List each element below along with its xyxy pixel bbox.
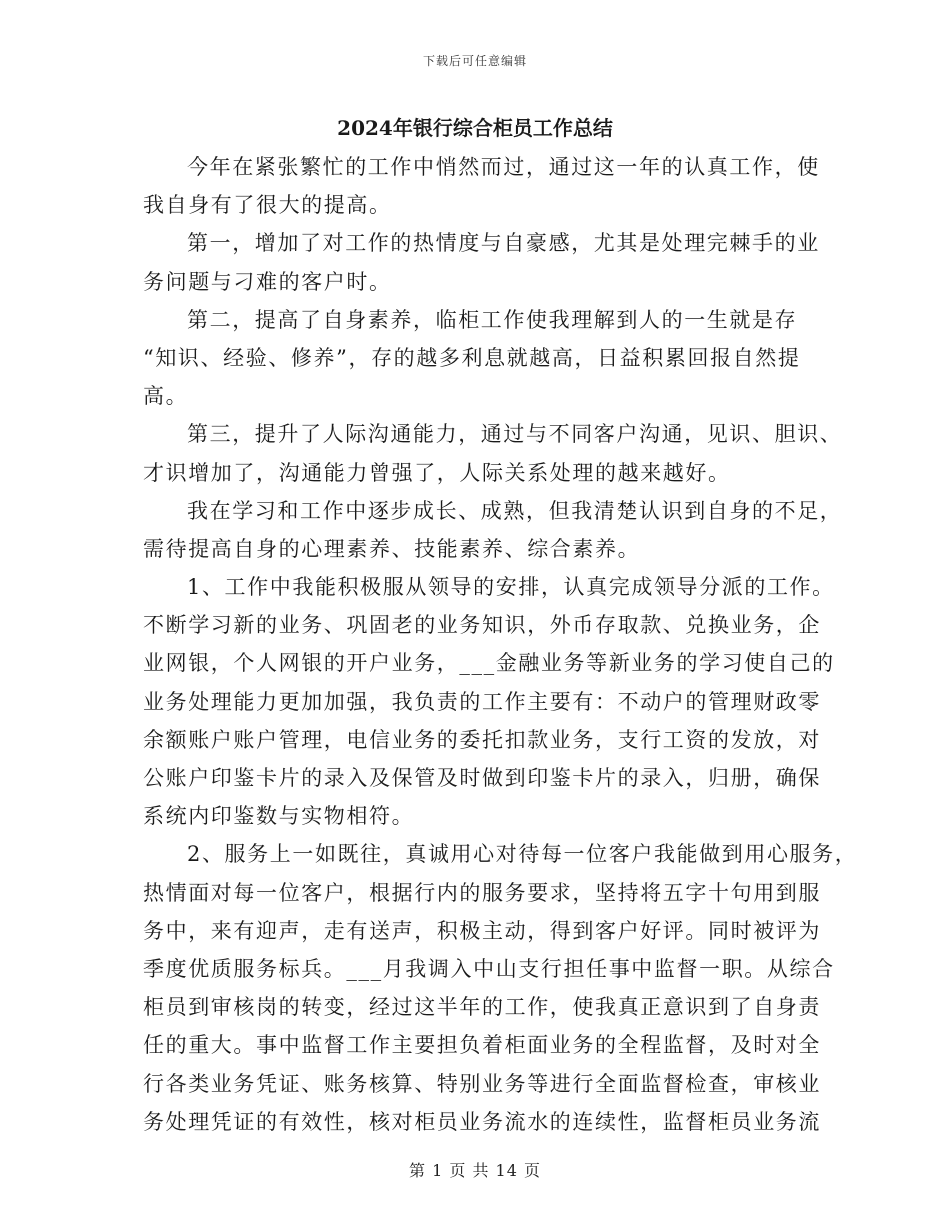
body-line: 柜员到审核岗的转变，经过这半年的工作，使我真正意识到了自身责 bbox=[143, 995, 821, 1020]
body-line: 需待提高自身的心理素养、技能素养、综合素养。 bbox=[143, 536, 641, 561]
body-line: 公账户印鉴卡片的录入及保管及时做到印鉴卡片的录入，归册，确保 bbox=[143, 766, 821, 790]
body-line: 我在学习和工作中逐步成长、成熟，但我清楚认识到自身的不足， bbox=[187, 498, 843, 523]
body-line: 1、工作中我能积极服从领导的安排，认真完成领导分派的工作。 bbox=[187, 575, 835, 600]
page-header-note: 下载后可任意编辑 bbox=[422, 54, 527, 68]
body-line: 余额账户账户管理，电信业务的委托扣款业务，支行工资的发放，对 bbox=[143, 727, 821, 752]
body-line: 才识增加了，沟通能力曾强了，人际关系处理的越来越好。 bbox=[143, 460, 731, 485]
body-line: 业网银，个人网银的开户业务，___金融业务等新业务的学习使自己的 bbox=[143, 651, 835, 676]
document-body bbox=[143, 148, 858, 1141]
body-line: 任的重大。事中监督工作主要担负着柜面业务的全程监督，及时对全 bbox=[143, 1033, 821, 1058]
body-line: 第一，增加了对工作的热情度与自豪感，尤其是处理完棘手的业 bbox=[187, 231, 820, 256]
body-line: 系统内印鉴数与实物相符。 bbox=[143, 804, 415, 829]
body-line: 第二，提高了自身素养，临柜工作使我理解到人的一生就是存 bbox=[187, 307, 798, 332]
body-line: 务问题与刁难的客户时。 bbox=[143, 269, 392, 294]
body-line: 今年在紧张繁忙的工作中悄然而过，通过这一年的认真工作，使 bbox=[187, 155, 820, 179]
body-line: 行各类业务凭证、账务核算、特别业务等进行全面监督检查，审核业 bbox=[143, 1071, 821, 1096]
body-line: “知识、经验、修养”，存的越多利息就越高，日益积累回报自然提 bbox=[143, 345, 801, 370]
body-line: 务中，来有迎声，走有送声，积极主动，得到客户好评。同时被评为 bbox=[143, 918, 821, 943]
body-line: 第三，提升了人际沟通能力，通过与不同客户沟通，见识、胆识、 bbox=[187, 422, 843, 447]
body-line: 务处理凭证的有效性，核对柜员业务流水的连续性，监督柜员业务流 bbox=[143, 1109, 821, 1134]
body-line: 2、服务上一如既往，真诚用心对待每一位客户我能做到用心服务， bbox=[187, 842, 858, 867]
body-line: 我自身有了很大的提高。 bbox=[143, 193, 392, 218]
body-line: 季度优质服务标兵。___月我调入中山支行担任事中监督一职。从综合 bbox=[143, 956, 835, 981]
body-line: 高。 bbox=[143, 384, 189, 409]
document-title: 2024年银行综合柜员工作总结 bbox=[337, 116, 613, 140]
body-line: 热情面对每一位客户，根据行内的服务要求，坚持将五字十句用到服 bbox=[143, 880, 821, 905]
body-line: 业务处理能力更加加强，我负责的工作主要有：不动户的管理财政零 bbox=[143, 689, 821, 714]
page-number-footer: 第 1 页 共 14 页 bbox=[409, 1161, 541, 1180]
body-line: 不断学习新的业务、巩固老的业务知识，外币存取款、兑换业务，企 bbox=[143, 613, 821, 638]
